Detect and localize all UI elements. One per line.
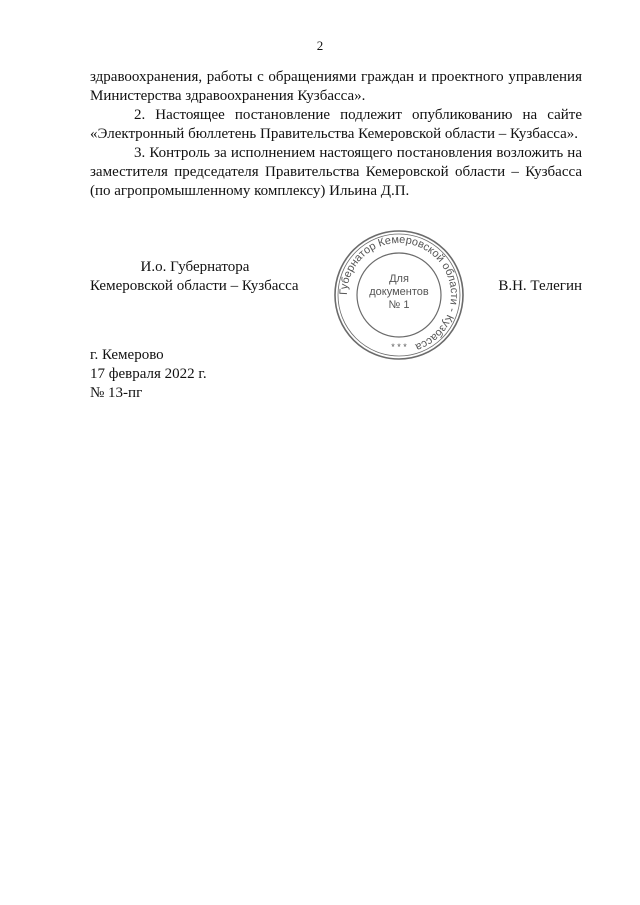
footer-date: 17 февраля 2022 г.: [90, 366, 207, 382]
seal-center-line-2: документов: [369, 286, 429, 298]
signature-region: Кемеровской области – Кузбасса: [90, 278, 299, 294]
footer-city: г. Кемерово: [90, 347, 164, 363]
paragraph-control: 3. Контроль за исполнением настоящего постановления возложить на заместителя председателя Правительства Кемеровской области – Кузбасса (по агропромышленному комплексу) Ильина Д.П.: [90, 145, 582, 199]
paragraph-continuation: здравоохранения, работы с обращениями граждан и проектного управления Министерства здравоохранения Кузбасса».: [90, 69, 582, 104]
official-seal-stamp: [332, 228, 466, 362]
seal-center-line-3: № 1: [388, 299, 410, 311]
seal-center-line-1: Для: [389, 273, 409, 285]
page-number: 2: [316, 38, 324, 53]
seal-graphic: [332, 228, 466, 362]
signature-title: И.о. Губернатора: [140, 259, 250, 275]
paragraph-publication: 2. Настоящее постановление подлежит опубликованию на сайте «Электронный бюллетень Правительства Кемеровской области – Кузбасса».: [90, 107, 582, 142]
seal-ring-textpath: Губернатор Кемеровской области - Кузбасса: [337, 233, 461, 354]
signature-name: В.Н. Телегин: [498, 278, 582, 294]
signature-block: [90, 258, 320, 296]
document-footer: [90, 346, 207, 403]
seal-stars: * * *: [391, 342, 407, 352]
footer-number: № 13-пг: [90, 385, 143, 401]
body-text: [90, 68, 582, 201]
